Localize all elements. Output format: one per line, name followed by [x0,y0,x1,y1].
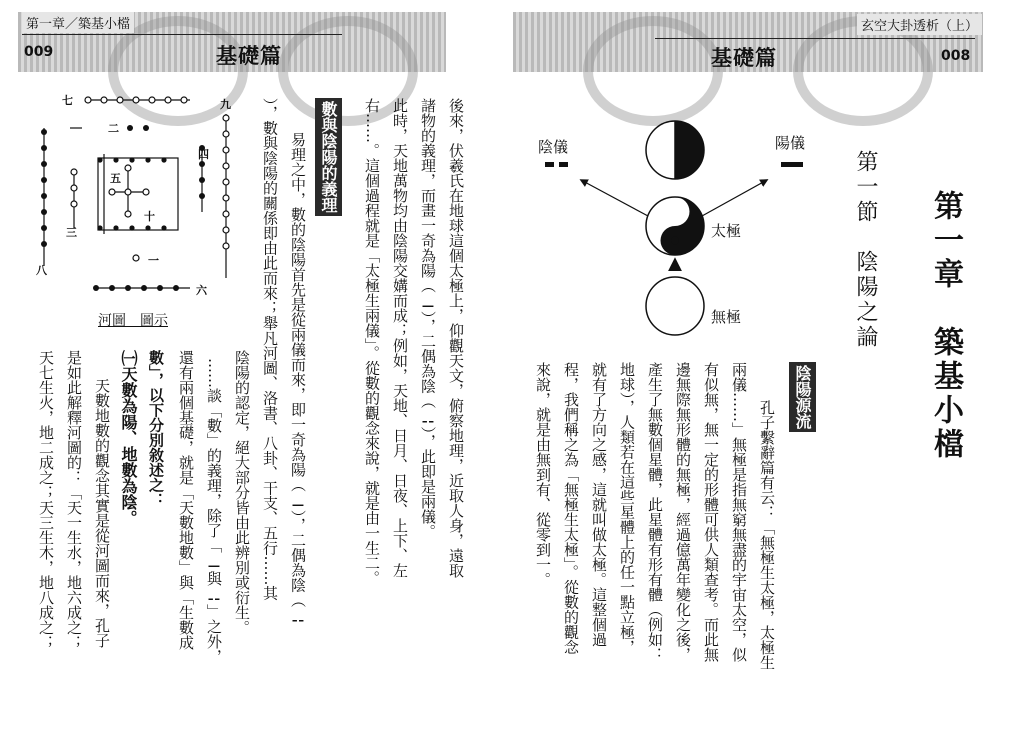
hetu-caption: 河圖 圖示 [98,313,168,329]
page-number: 009 [24,44,54,60]
yang-label: 陽儀 [775,134,806,152]
text-column: 數」，以下分別敘述之： [147,350,165,508]
text-column: ），數與陰陽的關係即由此而來；舉凡河圖、洛書、八卦、干支、五行……其 [261,98,279,601]
hetu-label-san: 三 [66,226,77,239]
text-column: 天數地數的觀念其實是從河圖而來，孔子 [93,378,111,648]
subsection-heading: 數與陰陽的義理 [315,98,342,216]
yang-bar [781,162,803,167]
taiji-diagram [533,110,793,350]
text-column: 有似無，無一定的形體可供人類查考。而此無 [702,362,720,662]
page-number: 008 [941,48,971,64]
hetu-label-yi: 一 [148,254,159,267]
left-page [0,0,495,755]
text-column: 邊無際無形體的無極，經過億萬年變化之後， [674,362,692,662]
yin-label: 陰儀 [538,138,569,156]
hetu-label-wu: 五 [110,172,121,185]
hetu-label-jiu: 九 [220,98,231,111]
text-column: 諸物的義理，而畫一奇為陽（⚊），二偶為陰（⚋），此即是兩儀。 [419,98,437,539]
hetu-label-si: 四 [198,148,209,161]
text-column: 產生了無數個星體，此星體有形有體（例如： [646,362,664,662]
section-title: 基礎篇 [216,44,282,68]
header-rule [655,38,975,39]
wuji-label: 無極 [711,308,742,326]
hetu-label-qi: 七 [62,94,73,107]
section-heading: 第一節 陰陽之論 [853,150,878,350]
text-column: 是如此解釋河圖的：「天一生水，地六成之； [65,350,83,650]
numbered-heading: ㈠天數為陽、地數為陰。 [119,350,138,526]
hetu-label-ba: 八 [36,264,47,277]
hetu-label-shi: 十 [144,210,155,223]
yin-bar-left [545,162,554,167]
text-column: 地球），人類若在這些星體上的任一點立極， [618,362,636,655]
running-head-book: 玄空大卦透析（上） [857,14,982,35]
right-page [505,0,1010,755]
text-column: 還有兩個基礎，就是「天數地數」與「生數成 [177,350,195,650]
yin-yang-icon [646,197,704,255]
text-column: 程，我們稱之為「無極生太極」。從數的觀念 [562,362,580,655]
text-column: 來說，就是由無到有、從零到一。 [534,362,552,587]
section-title: 基礎篇 [711,46,777,70]
taiji-label: 太極 [711,222,742,240]
hetu-label-liu: 六 [196,284,207,297]
text-column: 易理之中，數的陰陽首先是從兩儀而來，即一奇為陽（⚊），二偶為陰（⚋ [289,132,307,626]
text-column: 天七生火，地二成之；天三生木，地八成之； [37,350,55,650]
header-rule [22,34,342,35]
text-column: 右……。這個過程就是「太極生兩儀」。從數的觀念來說，就是由一生二。 [363,98,381,586]
text-column: 孔子繫辭篇有云：「無極生太極，太極生 [758,400,776,670]
hetu-diagram [30,88,231,298]
chapter-title: 第一章 築基小檔 [928,190,963,462]
text-column: 就有了方向之感，這就叫做太極。這整個過 [590,362,608,647]
text-column: 陰陽的認定，絕大部分皆由此辨別或衍生。 [233,350,251,635]
running-head-chapter: 第一章／築基小檔 [22,12,134,33]
text-column: 兩儀……」無極是指無窮無盡的宇宙太空，似 [730,362,748,662]
subsection-heading: 陰陽源流 [789,362,816,432]
text-column: 此時，天地萬物均由陰陽交媾而成；例如，天地、日月、日夜、上下、左 [391,98,409,578]
text-column: ……談「數」的義理，除了「⚊與⚋」之外， [205,358,223,664]
hetu-label-er: 二 [108,122,119,135]
text-column: 後來，伏羲氏在地球這個太極上，仰觀天文，俯察地理，近取人身，遠取 [447,98,465,578]
yin-bar-right [559,162,568,167]
